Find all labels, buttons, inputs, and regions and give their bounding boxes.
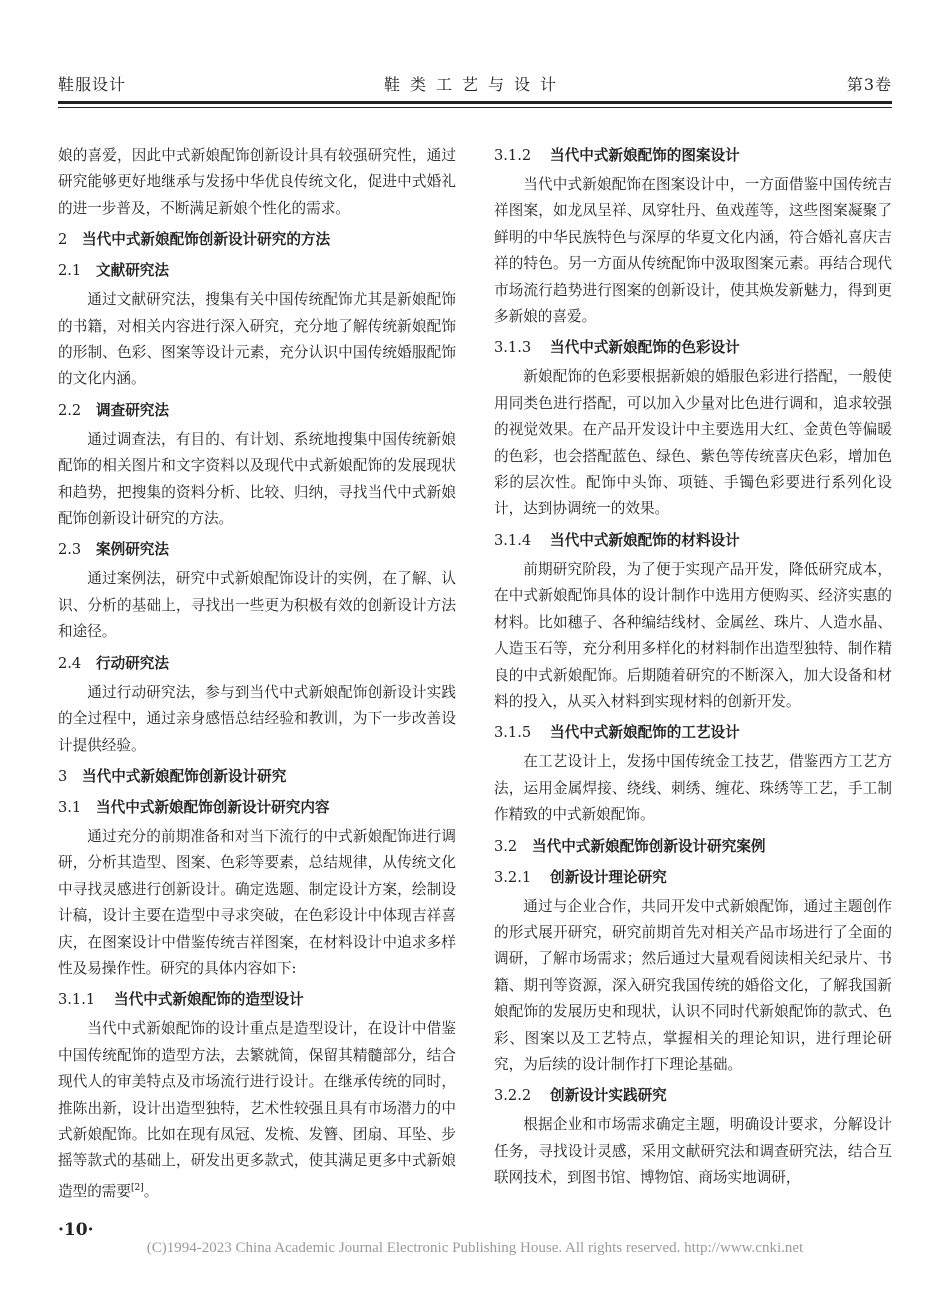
section-number: 3.2.2 [494,1087,532,1105]
section-3-2-2-heading [494,1083,892,1109]
paragraph-end: 。 [143,1182,159,1200]
section-title: 调查研究法 [96,401,169,419]
section-number: 3.1.2 [494,147,532,164]
header-rule-thin [58,107,892,108]
header-rule-thick [58,101,892,104]
section-3-1-heading [58,795,456,821]
section-2-1-heading [58,258,456,284]
section-title: 案例研究法 [96,541,169,559]
section-number: 3.1.1 [58,991,96,1009]
section-2-1-paragraph: 通过文献研究法，搜集有关中国传统配饰尤其是新娘配饰的书籍，对相关内容进行深入研究，充分地了解传统新娘配饰的形制、色彩、图案等设计元素，充分认识中国传统婚服配饰的文化内涵。 [58,291,456,388]
section-2-3-paragraph: 通过案例法，研究中式新娘配饰设计的实例，在了解、认识、分析的基础上，寻找出一些更为积极有效的创新设计方法和途径。 [58,570,456,641]
section-3-2-1-heading [494,865,892,891]
section-title: 当代中式新娘配饰创新设计研究的方法 [82,231,331,249]
header-section-name: 鞋服设计 [58,75,127,94]
section-3-heading [58,764,456,790]
section-title: 当代中式新娘配饰的色彩设计 [550,339,740,357]
right-column [494,143,892,1192]
section-3-1-3-heading [494,335,892,361]
section-number: 2 [58,231,68,249]
section-title: 当代中式新娘配饰的造型设计 [114,991,304,1009]
citation-ref: [2] [130,1182,144,1193]
section-number: 2.4 [58,654,82,672]
section-number: 2.1 [58,262,82,280]
section-number: 3.2 [494,837,518,855]
section-3-1-5-heading [494,720,892,746]
section-3-1-4-paragraph: 前期研究阶段，为了便于实现产品开发，降低研究成本，在中式新娘配饰具体的设计制作中选用方便购买、经济实惠的材料。比如穗子、各种编结线材、金属丝、珠片、人造水晶、人造玉石等，充分利用多样化的材料制作出造型独特、制作精良的中式新娘配饰。后期随着研究的不断深入，加大设备和材料的投入，从买入材料到实现材料的创新开发。 [494,560,892,710]
section-number: 2.2 [58,401,82,419]
header-journal-name: 鞋类工艺与设计 [383,75,566,94]
section-3-1-2-paragraph: 当代中式新娘配饰在图案设计中，一方面借鉴中国传统吉祥图案，如龙凤呈祥、凤穿牡丹、鱼戏莲等，这些图案凝聚了鲜明的中华民族特色与深厚的华夏文化内涵，符合婚礼喜庆吉祥的特色。另一方面从传统配饰中汲取图案元素。再结合现代市场流行趋势进行图案的创新设计，使其焕发新魅力，得到更多新娘的喜爱。 [494,176,892,326]
section-3-1-4-heading [494,528,892,554]
copyright-footer: (C)1994-2023 China Academic Journal Electronic Publishing House. All rights reserved. http://www.cnki.net [146,1240,804,1256]
section-number: 3.1.3 [494,339,532,357]
section-3-2-2-paragraph: 根据企业和市场需求确定主题，明确设计要求，分解设计任务，寻找设计灵感，采用文献研究法和调查研究法，结合互联网技术，到图书馆、博物馆、商场实地调研， [494,1116,892,1187]
page-number: ·10· [58,1220,94,1240]
section-title: 当代中式新娘配饰的材料设计 [550,531,740,549]
section-3-1-5-paragraph: 在工艺设计上，发扬中国传统金工技艺，借鉴西方工艺方法，运用金属焊接、绕线、刺绣、缠花、珠绣等工艺，手工制作精致的中式新娘配饰。 [494,753,892,824]
running-header [58,72,892,102]
section-3-1-paragraph: 通过充分的前期准备和对当下流行的中式新娘配饰进行调研，分析其造型、图案、色彩等要素，总结规律，从传统文化中寻找灵感进行创新设计。确定选题、制定设计方案，绘制设计稿，设计主要在造型中寻求突破，在色彩设计中体现吉祥喜庆，在图案设计中借鉴传统吉祥图案，在材料设计中追求多样性及易操作性。研究的具体内容如下: [58,827,456,977]
section-title: 行动研究法 [96,654,169,672]
section-title: 当代中式新娘配饰的工艺设计 [550,724,740,742]
section-title: 当代中式新娘配饰创新设计研究内容 [96,798,330,816]
intro-paragraph: 娘的喜爱，因此中式新娘配饰创新设计具有较强研究性，通过研究能够更好地继承与发扬中华优良传统文化，促进中式婚礼的进一步普及，不断满足新娘个性化的需求。 [58,147,456,217]
left-column [58,143,456,1205]
section-number: 3.1 [58,798,82,816]
section-title: 当代中式新娘配饰创新设计研究 [82,767,287,785]
section-title: 文献研究法 [96,262,169,280]
section-number: 3.1.4 [494,531,532,549]
section-number: 3.2.1 [494,868,532,886]
header-volume: 第3卷 [846,75,892,94]
section-3-1-3-paragraph: 新娘配饰的色彩要根据新娘的婚服色彩进行搭配，一般使用同类色进行搭配，可以加入少量对比色进行调和，追求较强的视觉效果。在产品开发设计中主要选用大红、金黄色等偏暖的色彩，也会搭配蓝色、绿色、紫色等传统喜庆色彩，增加色彩的层次性。配饰中头饰、项链、手镯色彩要进行系列化设计，达到协调统一的效果。 [494,368,892,518]
section-3-2-heading [494,834,892,860]
section-3-1-2-heading [494,143,892,169]
section-number: 3 [58,767,68,785]
section-number: 2.3 [58,541,82,559]
section-title: 创新设计理论研究 [550,868,667,886]
section-2-4-heading [58,651,456,677]
section-2-2-paragraph: 通过调查法，有目的、有计划、系统地搜集中国传统新娘配饰的相关图片和文字资料以及现代中式新娘配饰的发展现状和趋势，把搜集的资料分析、比较、归纳，寻找当代中式新娘配饰创新设计研究的方法。 [58,430,456,528]
section-2-4-paragraph: 通过行动研究法，参与到当代中式新娘配饰创新设计实践的全过程中，通过亲身感悟总结经验和教训，为下一步改善设计提供经验。 [58,683,456,754]
section-3-1-1-paragraph [58,1016,456,1205]
section-number: 3.1.5 [494,724,532,742]
section-3-2-1-paragraph: 通过与企业合作，共同开发中式新娘配饰，通过主题创作的形式展开研究，研究前期首先对相关产品市场进行了全面的调研，了解市场需求；然后通过大量观看阅读相关纪录片、书籍、期刊等资源，深入研究我国传统的婚俗文化，了解我国新娘配饰的发展历史和现状，认识不同时代新娘配饰的款式、色彩、图案以及工艺特点，掌握相关的理论知识，进行理论研究，为后续的设计制作打下理论基础。 [494,897,892,1073]
section-2-3-heading [58,537,456,563]
paragraph-text: 当代中式新娘配饰的设计重点是造型设计，在设计中借鉴中国传统配饰的造型方法，去繁就简，保留其精髓部分，结合现代人的审美特点及市场流行进行设计。在继承传统的同时，推陈出新，设计出造型独特，艺术性较强且具有市场潜力的中式新娘配饰。比如在现有凤冠、发梳、发簪、团扇、耳坠、步摇等款式的基础上，研发出更多款式，使其满足更多中式新娘造型的需要 [58,1020,456,1200]
section-2-heading [58,227,456,253]
section-title: 创新设计实践研究 [550,1087,667,1105]
section-title: 当代中式新娘配饰创新设计研究案例 [532,837,766,855]
section-2-2-heading [58,398,456,424]
section-title: 当代中式新娘配饰的图案设计 [550,147,740,164]
section-3-1-1-heading [58,987,456,1013]
